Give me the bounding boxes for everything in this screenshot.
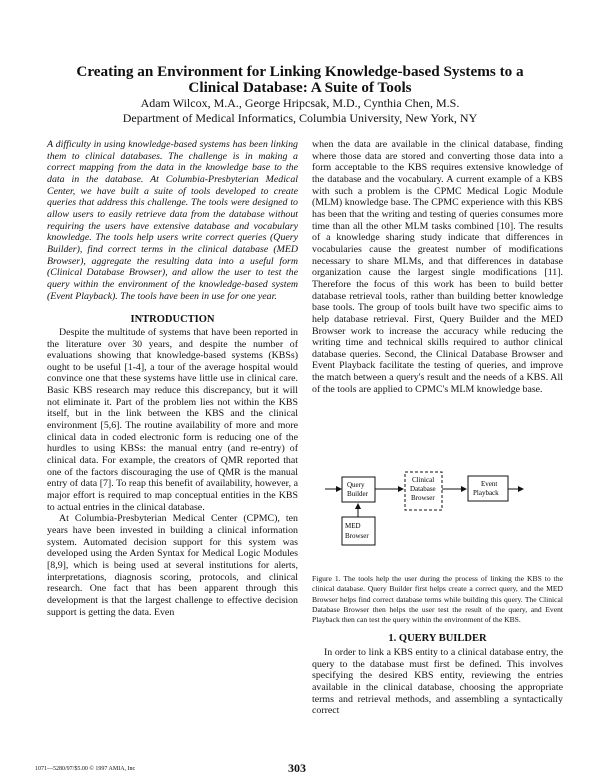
author-block <box>40 96 560 126</box>
db-browser-label-3: Browser <box>411 494 435 502</box>
med-browser-label-1: MED <box>345 522 361 530</box>
right-column-lower <box>312 574 563 717</box>
page-number: 303 <box>288 761 306 775</box>
paper-title <box>40 64 560 96</box>
event-playback-label-2: Playback <box>473 489 499 497</box>
section-1-paragraph: In order to link a KBS entity to a clinical database entry, the query to the database must first be defined. This involves specifying the desired KBS entity, reviewing the entries available in the clinical database, choosing the appropriate terms and retrieval methods, and assembling a syntactically correct <box>312 647 563 717</box>
event-playback-label-1: Event <box>481 480 498 488</box>
section-1-heading: 1. QUERY BUILDER <box>388 633 487 645</box>
db-browser-label-1: Clinical <box>412 476 435 484</box>
title-line-2: Clinical Database: A Suite of Tools <box>188 79 412 96</box>
affiliation: Department of Medical Informatics, Columbia University, New York, NY <box>122 111 478 125</box>
copyright-footer: 1071—5280/97/$5.00 © 1997 AMIA, Inc <box>35 766 136 772</box>
left-column <box>47 139 298 618</box>
intro-paragraph-2-continued: when the data are available in the clinical database, finding where those data are stored and converting those data into a form acceptable to the KBS requires extensive knowledge of the database and the vocabulary. A current example of a KBS with such a problem is the CPMC Medical Logic Module (MLM) knowledge base. The CPMC experience with this KBS has been that the writing and testing of queries consumes more time than all the other MLM tasks combined [10]. The results of a knowledge sharing study indicate that differences in vocabularies cause the greatest number of modifications necessary to share MLMs, and that differences in database organization cause the largest single modifications [11]. Therefore the focus of this work has been to build better database retrieval tools, rather than building better knowledge base tools. The group of tools built have two specific aims to help database retrieval. First, Query Builder and the MED Browser work to increase the accuracy while reducing the writing time and technical skills required to author clinical database queries. Second, the Clinical Database Browser and Event Playback facilitate the testing of queries, and improve the match between a query's result and the needs of a KBS. All of the tools are applied to CPMC's MLM knowledge base. <box>312 139 563 395</box>
intro-paragraph-2: At Columbia-Presbyterian Medical Center (CPMC), ten years have been invested in building a clinical information system. Automated decision support for this system was developed using the Arden Syntax for Medical Logic Modules [8,9], which is being used at several institutions for alerts, interpretations, diagnosis scoring, protocols, and clinical research. One fact that has been apparent through this development is that the largest challenge to effective decision support is getting the data. Even <box>47 513 298 618</box>
figure-1-diagram <box>305 460 575 560</box>
abstract: A difficulty in using knowledge-based systems has been linking them to clinical databases. The challenge is in making a correct mapping from the data in the knowledge base to the data in the database. At Columbia-Presbyterian Medical Center, we have built a suite of tools developed to create queries that address this challenge. The tools were designed to allow users to easily retrieve data from the database without requiring the users have extensive database and vocabulary knowledge. The tools help users write correct queries (Query Builder), find correct terms in the clinical database (MED Browser), aggregate the resulting data into a useful form (Clinical Database Browser), and allow the user to test the query within the environment of the knowledge-based system (Event Playback). The tools have been in use for one year. <box>47 139 298 302</box>
db-browser-label-2: Database <box>410 485 436 493</box>
figure-caption: Figure 1. The tools help the user during the process of linking the KBS to the clinical database. Query Builder first helps create a correct query, and the MED Browser helps find correct database terms while building this query. The Clinical Database Browser then helps the user test the result of the query, and Event Playback then can test the query within the environment of the KBS. <box>312 574 563 625</box>
query-builder-label-2: Builder <box>347 490 368 498</box>
right-column <box>312 139 563 395</box>
query-builder-label-1: Query <box>347 481 365 489</box>
title-line-1: Creating an Environment for Linking Knowledge-based Systems to a <box>76 63 524 80</box>
introduction-heading: INTRODUCTION <box>130 314 215 326</box>
med-browser-label-2: Browser <box>345 532 369 540</box>
intro-paragraph-1: Despite the multitude of systems that have been reported in the literature over 30 years, and despite the number of evaluations showing that knowledge-based systems (KBSs) ought to be useful [1-4], a tour of the average hospital would convince one that these systems have little use in clinical care. Basic KBS research may reduce this discrepancy, but it will not eliminate it. Part of the problem lies not within the KBS itself, but in the link between the KBS and the clinical environment [5,6]. The routine availability of more and more clinical data in coded electronic form is reducing one of the hurdles to using KBSs: the manual entry (and re-entry) of clinical data. For example, the creators of QMR reported that one of the factors discouraging the use of QMR is the manual entry of data [7]. To reap this benefit of availability, however, a major effort is required to map conceptual entities in the KBS to actual entries in the clinical database. <box>47 326 298 513</box>
authors: Adam Wilcox, M.A., George Hripcsak, M.D., Cynthia Chen, M.S. <box>140 96 460 110</box>
